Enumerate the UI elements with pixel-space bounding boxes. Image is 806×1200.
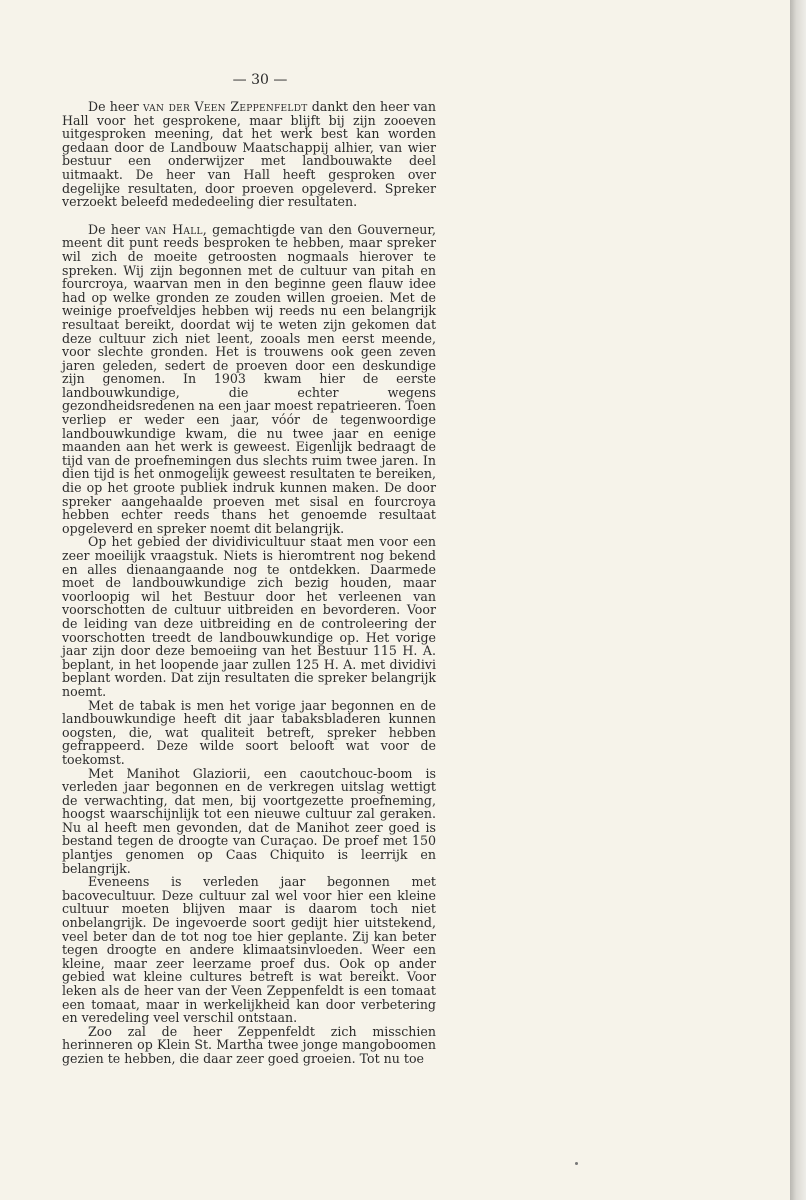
page-number: — 30 —	[232, 72, 288, 88]
page-edge	[790, 0, 806, 1200]
paragraph-3	[62, 535, 436, 698]
paragraph-6	[62, 875, 436, 1025]
speaker-name: van der Veen Zeppenfeldt	[142, 99, 308, 114]
paragraph-4	[62, 699, 436, 767]
paragraph-text: Zoo zal de heer Zeppenfeldt zich misschien herinneren op Klein St. Martha twee jonge mangoboomen gezien te hebben, die daar zeer goed groeien. Tot nu toe	[62, 1023, 436, 1066]
speaker-name: van Hall	[145, 221, 203, 237]
paragraph-text: De heer	[88, 99, 143, 114]
paragraph-text: , gemachtigde van den Gouverneur, meent dit punt reeds besproken te hebben, maar spreker wil zich de moeite getroosten nogmaals hierover te spreken. Wij zijn begonnen met de cultuur van pitah en fourcroya, waarvan men in den beginne geen flauw idee had op welke gronden ze zouden willen groeien. Met de weinige proefveldjes hebben wij reeds nu een belangrijk resultaat bereikt, doordat wij te weten zijn gekomen dat deze cultuur zich niet leent, zooals men eerst meende, voor slechte gronden. Het is trouwens ook geen zeven jaren geleden, sedert de proeven door een deskundige zijn genomen. In 1903 kwam hier de eerste landbouwkundige, die echter wegens gezondheidsredenen na een jaar moest repatrieeren. Toen verliep er weder een jaar, vóór de tegenwoordige landbouwkundige kwam, die nu twee jaar en eenige maanden aan het werk is geweest. Eigenlijk bedraagt de tijd van de proefnemingen dus slechts ruim twee jaren. In dien tijd is het onmogelijk geweest resultaten te bereiken, die op het groote publiek indruk kunnen maken. De door spreker aangehaalde proeven met sisal en fourcroya hebben echter reeds thans het genoemde resultaat opgeleverd en spreker noemt dit belangrijk.	[62, 221, 437, 536]
paragraph-7	[62, 1025, 436, 1066]
body-text	[62, 100, 436, 1066]
paragraph-text: dankt den heer van Hall voor het gesprokene, maar blijft bij zijn zooeven uitgesproken meening, dat het werk best kan worden gedaan door de Landbouw Maatschappij alhier, van wier bestuur een onderwijzer met landbouwakte deel uitmaakt. De heer van Hall heeft gesproken over degelijke resultaten, door proeven opgeleverd. Spreker verzoekt beleefd mededeeling dier resultaten.	[62, 99, 436, 210]
paragraph-1	[62, 100, 436, 209]
paragraph-2	[62, 223, 436, 536]
paragraph-text: De heer	[88, 221, 146, 237]
paragraph-text: Met de tabak is men het vorige jaar begonnen en de landbouwkundige heeft dit jaar tabaksbladeren kunnen oogsten, die, wat qualiteit betreft, spreker hebben gefrappeerd. Deze wilde soort belooft wat voor de toekomst.	[62, 697, 436, 767]
paragraph-text: Op het gebied der dividivicultuur staat men voor een zeer moeilijk vraagstuk. Niets is hieromtrent nog bekend en alles dienaangaande nog te ontdekken. Daarmede moet de landbouwkundige zich bezig houden, maar voorloopig wil het Bestuur door het verleenen van voorschotten de cultuur uitbreiden en bevorderen. Voor de leiding van deze uitbreiding en de controleering der voorschotten treedt de landbouwkundige op. Het vorige jaar zijn door deze bemoeiing van het Bestuur 115 H. A. beplant, in het loopende jaar zullen 125 H. A. met dividivi beplant worden. Dat zijn resultaten die spreker belangrijk noemt.	[62, 534, 436, 699]
paragraph-text: Eveneens is verleden jaar begonnen met bacovecultuur. Deze cultuur zal wel voor hier een kleine cultuur moeten blijven maar is daarom toch niet onbelangrijk. De ingevoerde soort gedijt hier uitstekend, veel beter dan de tot nog toe hier geplante. Zij kan beter tegen droogte en andere klimaatsinvloeden. Weer een kleine, maar zeer leerzame proef dus. Ook op ander gebied wat kleine cultures betreft is wat bereikt. Voor leken als de heer van der Veen Zeppenfeldt is een tomaat een tomaat, maar in werkelijkheid kan door verbetering en veredeling veel verschil ontstaan.	[62, 874, 436, 1026]
paragraph-5	[62, 767, 436, 876]
paragraph-text: Met Manihot Glaziorii, een caoutchouc-boom is verleden jaar begonnen en de verkregen uitslag wettigt de verwachting, dat men, bij voortgezette proefneming, hoogst waarschijnlijk tot een nieuwe cultuur zal geraken. Nu al heeft men gevonden, dat de Manihot zeer goed is bestand tegen de droogte van Curaçao. De proef met 150 plantjes genomen op Caas Chiquito is leerrijk en belangrijk.	[62, 765, 436, 876]
page-speck	[575, 1162, 578, 1165]
